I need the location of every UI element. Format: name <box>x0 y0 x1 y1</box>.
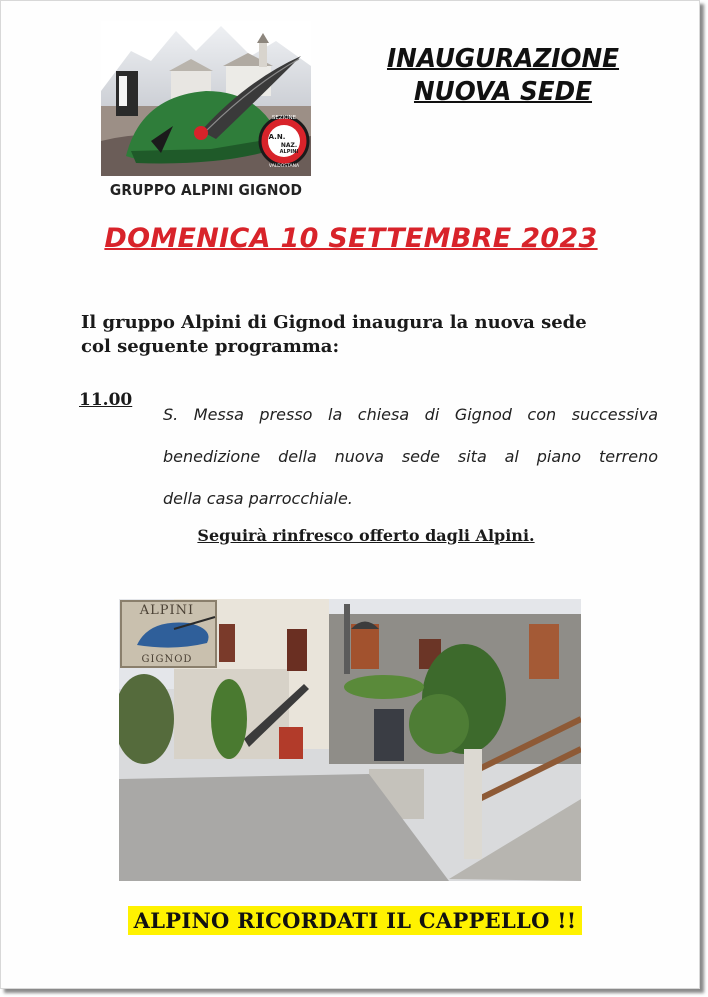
badge-initials: A.N. <box>268 133 286 141</box>
title-line-2: NUOVA SEDE <box>413 77 593 107</box>
intro-line-2: col seguente programma: <box>81 336 340 357</box>
event-date: DOMENICA 10 SETTEMBRE 2023 <box>104 223 598 254</box>
reminder-wrap <box>1 906 708 935</box>
badge-bottom-text: VALDOSTANA <box>268 164 300 169</box>
program-line-2: benedizione della nuova sede sita al piano terreno <box>163 447 658 466</box>
badge-mid2-text: ALPINI <box>279 149 299 155</box>
program-description <box>163 394 658 520</box>
intro-line-1: Il gruppo Alpini di Gignod inaugura la nuova sede <box>81 312 587 333</box>
intro-text <box>81 311 661 359</box>
hat-reminder: ALPINO RICORDATI IL CAPPELLO !! <box>128 906 583 935</box>
badge-mid-text: NAZ. <box>280 142 298 149</box>
program-line-3: della casa parrocchiale. <box>163 489 353 508</box>
title-line-1: INAUGURAZIONE <box>386 44 620 74</box>
refreshment-note: Seguirà rinfresco offerto dagli Alpini. <box>197 526 535 545</box>
program-line-1: S. Messa presso la chiesa di Gignod con successiva <box>163 405 658 424</box>
badge-top-text: SEZIONE <box>271 115 297 121</box>
headquarters-photo <box>119 599 581 881</box>
poster-title <box>353 43 653 109</box>
sign-top-text: ALPINI <box>139 603 195 618</box>
sign-bottom-text: GIGNOD <box>141 654 193 665</box>
program-time: 11.00 <box>79 390 133 410</box>
logo-caption: GRUPPO ALPINI GIGNOD <box>109 181 303 199</box>
